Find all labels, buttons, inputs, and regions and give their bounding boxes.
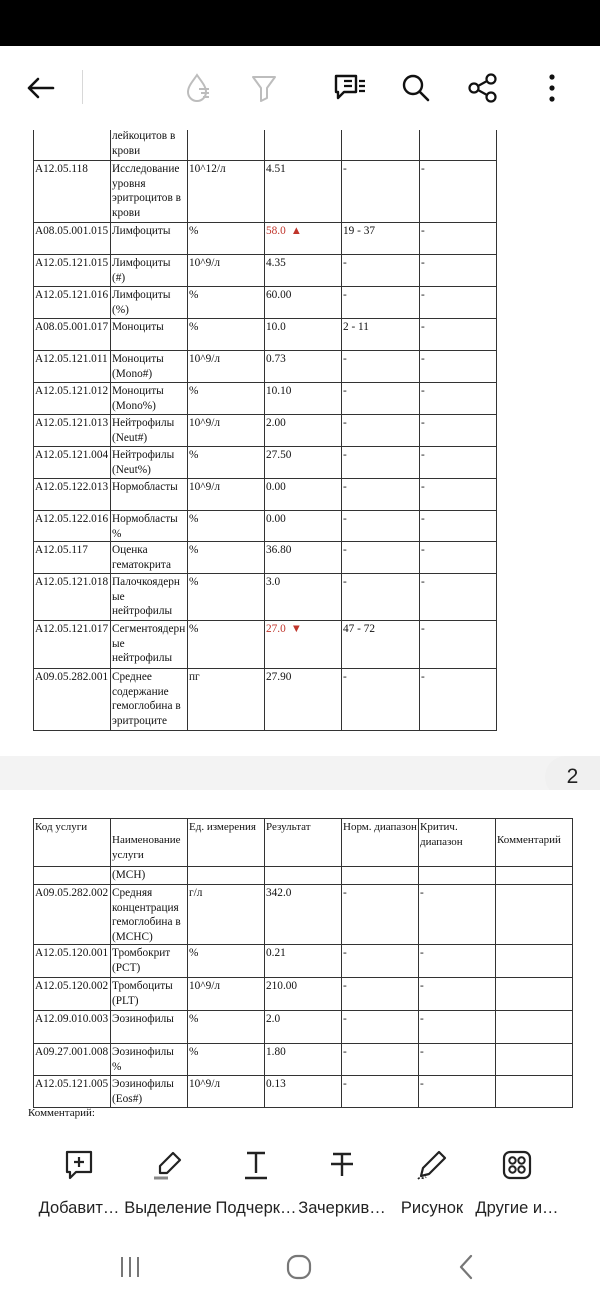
cell-comment <box>496 1044 573 1076</box>
cell-crit: - <box>419 885 496 945</box>
cell-result <box>265 223 342 255</box>
tool-strikethrough[interactable] <box>292 1147 392 1218</box>
table-row <box>34 223 497 255</box>
table-row <box>34 161 497 223</box>
cell-code: A12.05.122.013 <box>34 479 111 511</box>
add-comment-icon <box>64 1149 94 1181</box>
header-unit: Ед. измерения <box>188 819 265 867</box>
cell-norm: 47 - 72 <box>342 621 420 669</box>
cell-unit: 10^9/л <box>188 479 265 511</box>
cell-code: A12.05.118 <box>34 161 111 223</box>
cell-unit: 10^9/л <box>188 1076 265 1108</box>
cell-result: 0.00 <box>265 479 342 511</box>
header-name: Наименование услуги <box>111 819 188 867</box>
search-button[interactable] <box>394 66 438 110</box>
cell-comment <box>496 885 573 945</box>
cell-result: 60.00 <box>265 287 342 319</box>
cell-unit <box>188 867 265 885</box>
cell-name: Нейтрофилы (Neut%) <box>111 447 188 479</box>
cell-norm: - <box>342 945 419 978</box>
cell-result: 4.51 <box>265 161 342 223</box>
cell-unit: % <box>188 287 265 319</box>
header-crit: Критич. диапазон <box>419 819 496 867</box>
cell-crit: - <box>420 669 497 731</box>
cell-code: A12.05.121.017 <box>34 621 111 669</box>
more-tools-grid-icon <box>502 1150 532 1180</box>
more-vert-icon <box>547 73 557 103</box>
table-row <box>34 621 497 669</box>
table-row <box>34 1011 573 1044</box>
cell-norm: - <box>342 885 419 945</box>
cell-code: A09.05.282.002 <box>34 885 111 945</box>
cell-name: Оценка гематокрита <box>111 542 188 574</box>
cell-result: 27.90 <box>265 669 342 731</box>
cell-norm: 19 - 37 <box>342 223 420 255</box>
cell-code: A08.05.001.017 <box>34 319 111 351</box>
header-result: Результат <box>265 819 342 867</box>
comments-list-button[interactable] <box>328 66 372 110</box>
cell-norm: - <box>342 669 420 731</box>
cell-crit: - <box>420 255 497 287</box>
nav-back-button[interactable] <box>446 1251 486 1283</box>
cell-unit: пг <box>188 669 265 731</box>
cell-crit: - <box>420 621 497 669</box>
cell-norm: - <box>342 511 420 542</box>
table-row <box>34 669 497 731</box>
cell-name: Нейтрофилы (Neut#) <box>111 415 188 447</box>
cell-result: 3.0 <box>265 574 342 621</box>
cell-result: 36.80 <box>265 542 342 574</box>
cell-name: Палочкоядерные нейтрофилы <box>111 574 188 621</box>
home-icon <box>286 1254 312 1280</box>
cell-name: Эозинофилы % <box>111 1044 188 1076</box>
cell-name: Моноциты (Mono%) <box>111 383 188 415</box>
filter-icon <box>250 73 278 103</box>
table-row <box>34 945 573 978</box>
table-row <box>34 319 497 351</box>
cell-norm: - <box>342 1076 419 1108</box>
cell-norm: - <box>342 542 420 574</box>
cell-crit: - <box>420 383 497 415</box>
table-row <box>34 885 573 945</box>
cell-code: A12.05.120.002 <box>34 978 111 1011</box>
flag-low-icon: ▼ <box>290 623 302 635</box>
cell-code: A12.05.122.016 <box>34 511 111 542</box>
comment-label: Комментарий: <box>28 1107 95 1119</box>
cell-result: 10.0 <box>265 319 342 351</box>
cell-result <box>265 130 342 161</box>
cell-norm: - <box>342 415 420 447</box>
annotation-toolbar <box>0 1125 600 1235</box>
cell-norm: - <box>342 479 420 511</box>
tool-more-label: Другие и… <box>475 1199 559 1217</box>
cell-unit: 10^9/л <box>188 351 265 383</box>
cell-norm: - <box>342 447 420 479</box>
cell-result: 342.0 <box>265 885 342 945</box>
recent-apps-button[interactable] <box>110 1251 150 1283</box>
back-button[interactable] <box>18 66 62 110</box>
tool-highlight[interactable] <box>118 1147 218 1218</box>
cell-code: A09.05.282.001 <box>34 669 111 731</box>
abnormal-value: 58.0 <box>266 225 286 237</box>
search-icon <box>401 73 431 103</box>
cell-norm <box>342 130 420 161</box>
table-row <box>34 287 497 319</box>
cell-code: A12.05.121.013 <box>34 415 111 447</box>
table-row <box>34 511 497 542</box>
table-row <box>34 447 497 479</box>
cell-name: Моноциты <box>111 319 188 351</box>
cell-result: 0.73 <box>265 351 342 383</box>
home-button[interactable] <box>279 1251 319 1283</box>
cell-name: Лимфоциты <box>111 223 188 255</box>
filter-button[interactable] <box>242 66 286 110</box>
cell-name: Эозинофилы <box>111 1011 188 1044</box>
header-comment: Комментарий <box>496 819 573 867</box>
header-code: Код услуги <box>34 819 111 867</box>
cell-code: A12.05.121.016 <box>34 287 111 319</box>
cell-norm: - <box>342 574 420 621</box>
cell-code: A12.05.121.004 <box>34 447 111 479</box>
cell-result: 2.00 <box>265 415 342 447</box>
cell-result: 27.50 <box>265 447 342 479</box>
cell-code: A12.05.121.012 <box>34 383 111 415</box>
tool-add-comment[interactable] <box>29 1147 129 1218</box>
cell-name: Моноциты (Mono#) <box>111 351 188 383</box>
table-row <box>34 574 497 621</box>
table-row <box>34 479 497 511</box>
cell-name: Среднее содержание гемоглобина в эритроците <box>111 669 188 731</box>
cell-crit: - <box>419 1011 496 1044</box>
page-1 <box>0 130 600 756</box>
cell-code <box>34 867 111 885</box>
cell-name: Нормобласты <box>111 479 188 511</box>
tool-add-comment-label: Добавит… <box>38 1199 120 1217</box>
cell-result: 2.0 <box>265 1011 342 1044</box>
cell-name: (MCH) <box>111 867 188 885</box>
cell-name: Лимфоциты (#) <box>111 255 188 287</box>
cell-unit: % <box>188 574 265 621</box>
abnormal-value: 27.0 <box>266 623 286 635</box>
cell-crit <box>420 130 497 161</box>
cell-unit: % <box>188 1044 265 1076</box>
cell-name: Нормобласты % <box>111 511 188 542</box>
tool-drawing-label: Рисунок <box>400 1199 464 1217</box>
strikethrough-icon <box>329 1149 355 1181</box>
tool-underline[interactable] <box>206 1147 306 1218</box>
cell-crit: - <box>420 574 497 621</box>
cell-code <box>34 130 111 161</box>
table-row <box>34 415 497 447</box>
table-header-row <box>34 819 573 867</box>
table-row <box>34 351 497 383</box>
cell-unit: % <box>188 945 265 978</box>
cell-code: A12.09.010.003 <box>34 1011 111 1044</box>
cell-crit: - <box>420 287 497 319</box>
cell-code: A09.27.001.008 <box>34 1044 111 1076</box>
cell-comment <box>496 1076 573 1108</box>
highlighter-icon <box>151 1149 185 1181</box>
cell-unit: 10^9/л <box>188 255 265 287</box>
cell-crit: - <box>420 223 497 255</box>
cell-unit: % <box>188 542 265 574</box>
cell-unit: 10^9/л <box>188 415 265 447</box>
comments-list-icon <box>333 73 367 103</box>
cell-name: Тромбоциты (PLT) <box>111 978 188 1011</box>
flag-high-icon: ▲ <box>290 225 302 237</box>
cell-unit: % <box>188 319 265 351</box>
cell-code: A12.05.120.001 <box>34 945 111 978</box>
cell-result <box>265 621 342 669</box>
cell-unit: % <box>188 223 265 255</box>
cell-name: Эозинофилы (Eos#) <box>111 1076 188 1108</box>
cell-unit: % <box>188 447 265 479</box>
cell-norm: - <box>342 383 420 415</box>
cell-result: 0.13 <box>265 1076 342 1108</box>
cell-result: 1.80 <box>265 1044 342 1076</box>
table-row <box>34 383 497 415</box>
tool-strikethrough-label: Зачеркив… <box>298 1199 386 1217</box>
cell-result: 0.00 <box>265 511 342 542</box>
cell-norm <box>342 867 419 885</box>
cell-name: Средняя концентрация гемоглобина в (MCHC) <box>111 885 188 945</box>
cell-name: Тромбокрит (PCT) <box>111 945 188 978</box>
toolbar-divider <box>82 70 83 104</box>
cell-norm: - <box>342 161 420 223</box>
tool-underline-label: Подчерк… <box>215 1199 297 1217</box>
tool-more[interactable] <box>467 1147 567 1218</box>
pencil-draw-icon <box>415 1148 449 1182</box>
cell-code: A08.05.001.015 <box>34 223 111 255</box>
cell-unit: % <box>188 511 265 542</box>
cell-crit: - <box>420 542 497 574</box>
cell-norm: - <box>342 351 420 383</box>
cell-comment <box>496 867 573 885</box>
page-2 <box>0 790 600 1125</box>
cell-code: A12.05.121.018 <box>34 574 111 621</box>
cell-norm: - <box>342 978 419 1011</box>
document-viewer[interactable] <box>0 130 600 1125</box>
cell-crit: - <box>420 415 497 447</box>
recent-apps-icon <box>118 1255 142 1279</box>
cell-crit: - <box>419 978 496 1011</box>
cell-name: Лимфоциты (%) <box>111 287 188 319</box>
page-indicator: 2 <box>545 756 600 798</box>
cell-result: 4.35 <box>265 255 342 287</box>
cell-code: A12.05.121.005 <box>34 1076 111 1108</box>
cell-crit: - <box>419 1076 496 1108</box>
eco-drop-icon <box>183 72 213 104</box>
tool-highlight-label: Выделение <box>124 1199 212 1217</box>
cell-code: A12.05.117 <box>34 542 111 574</box>
cell-result: 0.21 <box>265 945 342 978</box>
cell-comment <box>496 978 573 1011</box>
cell-result <box>265 867 342 885</box>
table-row <box>34 542 497 574</box>
cell-crit: - <box>420 447 497 479</box>
cell-unit: 10^9/л <box>188 978 265 1011</box>
cell-crit <box>419 867 496 885</box>
cell-unit: % <box>188 1011 265 1044</box>
cell-unit: % <box>188 621 265 669</box>
cell-crit: - <box>420 511 497 542</box>
header-norm: Норм. диапазон <box>342 819 419 867</box>
cell-name: Исследование уровня эритроцитов в крови <box>111 161 188 223</box>
share-button[interactable] <box>461 66 505 110</box>
results-table-page-1 <box>33 130 497 731</box>
cell-norm: - <box>342 1011 419 1044</box>
table-row <box>34 255 497 287</box>
cell-unit <box>188 130 265 161</box>
cell-name: лейкоцитов в крови <box>111 130 188 161</box>
share-icon <box>467 72 499 104</box>
cell-name: Сегментоядерные нейтрофилы <box>111 621 188 669</box>
table-row <box>34 978 573 1011</box>
cell-crit: - <box>419 945 496 978</box>
cell-crit: - <box>420 479 497 511</box>
cell-comment <box>496 1011 573 1044</box>
cell-norm: - <box>342 287 420 319</box>
cell-comment <box>496 945 573 978</box>
cell-unit: г/л <box>188 885 265 945</box>
top-toolbar <box>0 46 600 130</box>
table-row <box>34 867 573 885</box>
table-row <box>34 1044 573 1076</box>
cell-norm: 2 - 11 <box>342 319 420 351</box>
arrow-left-icon <box>25 76 55 100</box>
eco-mode-button[interactable] <box>176 66 220 110</box>
cell-unit: % <box>188 383 265 415</box>
status-bar <box>0 0 600 46</box>
more-options-button[interactable] <box>530 66 574 110</box>
cell-crit: - <box>420 161 497 223</box>
cell-crit: - <box>419 1044 496 1076</box>
cell-norm: - <box>342 1044 419 1076</box>
cell-crit: - <box>420 351 497 383</box>
underline-icon <box>243 1149 269 1181</box>
cell-result: 10.10 <box>265 383 342 415</box>
cell-code: A12.05.121.011 <box>34 351 111 383</box>
table-row <box>34 1076 573 1108</box>
table-row <box>34 130 497 161</box>
system-nav-bar <box>0 1235 600 1299</box>
cell-code: A12.05.121.015 <box>34 255 111 287</box>
cell-result: 210.00 <box>265 978 342 1011</box>
nav-back-icon <box>458 1254 474 1280</box>
cell-norm: - <box>342 255 420 287</box>
cell-crit: - <box>420 319 497 351</box>
cell-unit: 10^12/л <box>188 161 265 223</box>
results-table-page-2 <box>33 818 573 1108</box>
